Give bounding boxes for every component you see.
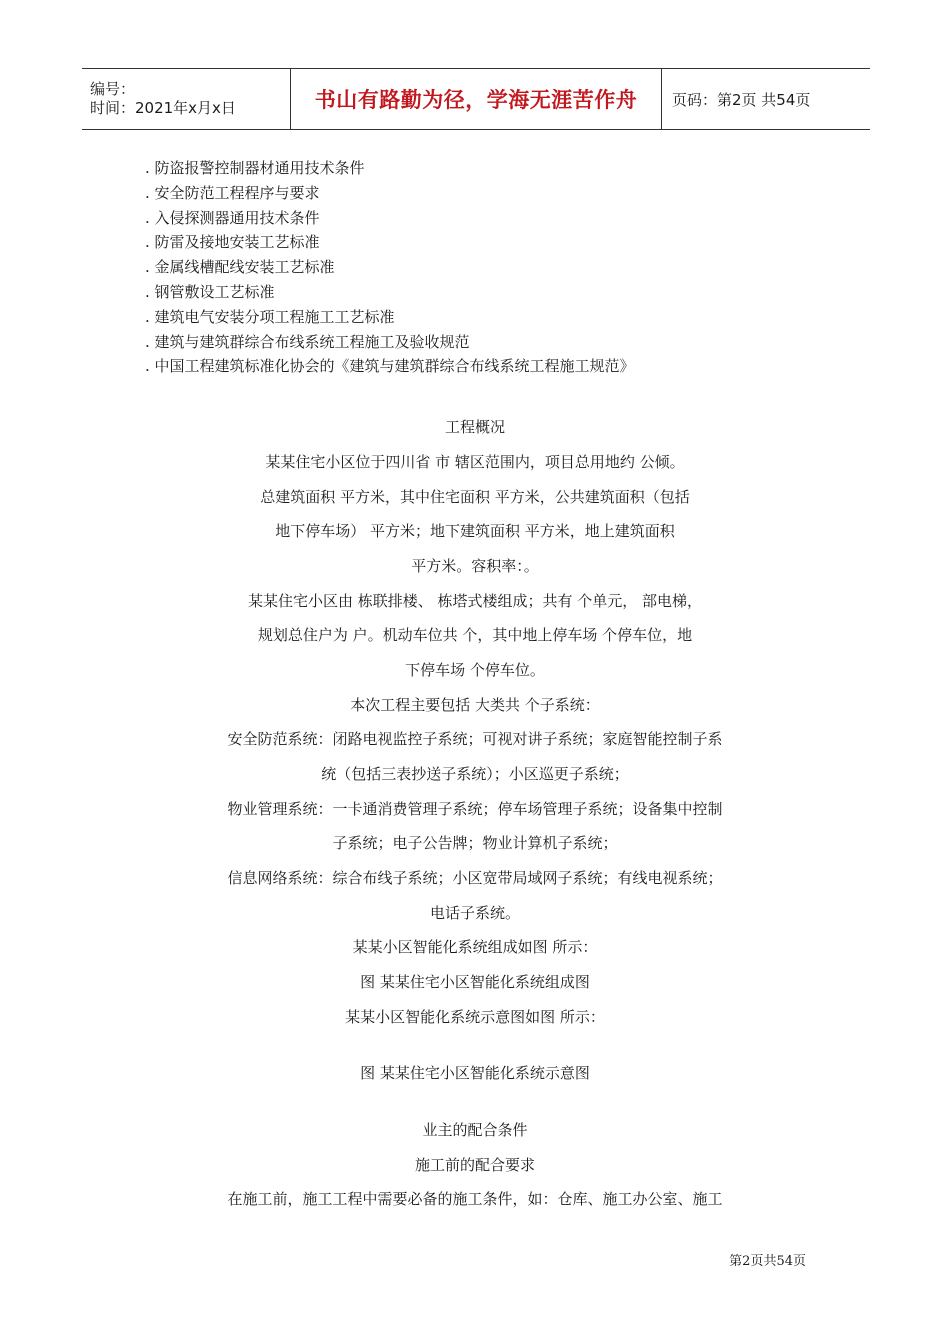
body-line: 地下停车场） 平方米；地下建筑面积 平方米，地上建筑面积 [275, 522, 675, 540]
body-line: 物业管理系统：一卡通消费管理子系统；停车场管理子系统；设备集中控制 [227, 800, 723, 818]
list-item: . 入侵探测器通用技术条件 [145, 208, 320, 227]
figure-caption: 图 某某住宅小区智能化系统组成图 [360, 973, 590, 991]
body-line: 总建筑面积 平方米，其中住宅面积 平方米，公共建筑面积（包括 [260, 488, 690, 506]
list-item: . 建筑电气安装分项工程施工工艺标准 [145, 307, 395, 326]
standards-list [145, 156, 635, 379]
body-line: 某某住宅小区位于四川省 市 辖区范围内，项目总用地约 公倾。 [265, 453, 685, 471]
body-line: 电话子系统。 [429, 904, 520, 922]
subsection-title: 施工前的配合要求 [414, 1156, 535, 1174]
section-title-owner: 业主的配合条件 [422, 1121, 528, 1139]
figure-caption: 图 某某住宅小区智能化系统示意图 [360, 1064, 590, 1082]
header-motto-cell [290, 69, 662, 129]
body-line: 平方米。容积率：。 [411, 557, 539, 575]
list-item: . 防雷及接地安装工艺标准 [145, 233, 320, 252]
header-meta [82, 69, 290, 129]
list-item: . 钢管敷设工艺标准 [145, 282, 275, 301]
body-line: 子系统；电子公告牌；物业计算机子系统； [332, 834, 618, 852]
body-line: 某某小区智能化系统组成如图 所示： [352, 938, 598, 956]
page-header [82, 68, 870, 130]
header-page-number: 页码：第2页 共54页 [672, 90, 811, 109]
footer-page-number: 第2页共54页 [729, 1254, 806, 1269]
list-item: . 中国工程建筑标准化协会的《建筑与建筑群综合布线系统工程施工规范》 [145, 357, 635, 376]
list-item: . 金属线槽配线安装工艺标准 [145, 258, 335, 277]
list-item: . 建筑与建筑群综合布线系统工程施工及验收规范 [145, 332, 470, 351]
section-title-overview: 工程概况 [444, 418, 505, 436]
document-number-label: 编号： [90, 80, 136, 98]
document-time-label: 时间：2021年x月x日 [90, 99, 236, 117]
body-line: 某某住宅小区由 栋联排楼、 栋塔式楼组成；共有 个单元， 部电梯， [247, 592, 703, 610]
body-line: 本次工程主要包括 大类共 个子系统： [350, 696, 600, 714]
body-line: 规划总住户为 户。机动车位共 个，其中地上停车场 个停车位，地 [257, 626, 693, 644]
list-item: . 防盗报警控制器材通用技术条件 [145, 159, 365, 177]
body-line: 安全防范系统：闭路电视监控子系统；可视对讲子系统；家庭智能控制子系 [227, 730, 723, 748]
header-page-cell [662, 69, 810, 129]
body-line: 信息网络系统：综合布线子系统；小区宽带局域网子系统；有线电视系统； [227, 869, 723, 887]
body-line: 某某小区智能化系统示意图如图 所示： [345, 1008, 605, 1026]
body-line: 统（包括三表抄送子系统）；小区巡更子系统； [321, 765, 629, 783]
header-motto: 书山有路勤为径，学海无涯苦作舟 [314, 88, 638, 112]
body-line: 下停车场 个停车位。 [405, 661, 545, 679]
body-line: 在施工前，施工工程中需要必备的施工条件，如：仓库、施工办公室、施工 [227, 1190, 723, 1208]
list-item: . 安全防范工程程序与要求 [145, 183, 320, 202]
